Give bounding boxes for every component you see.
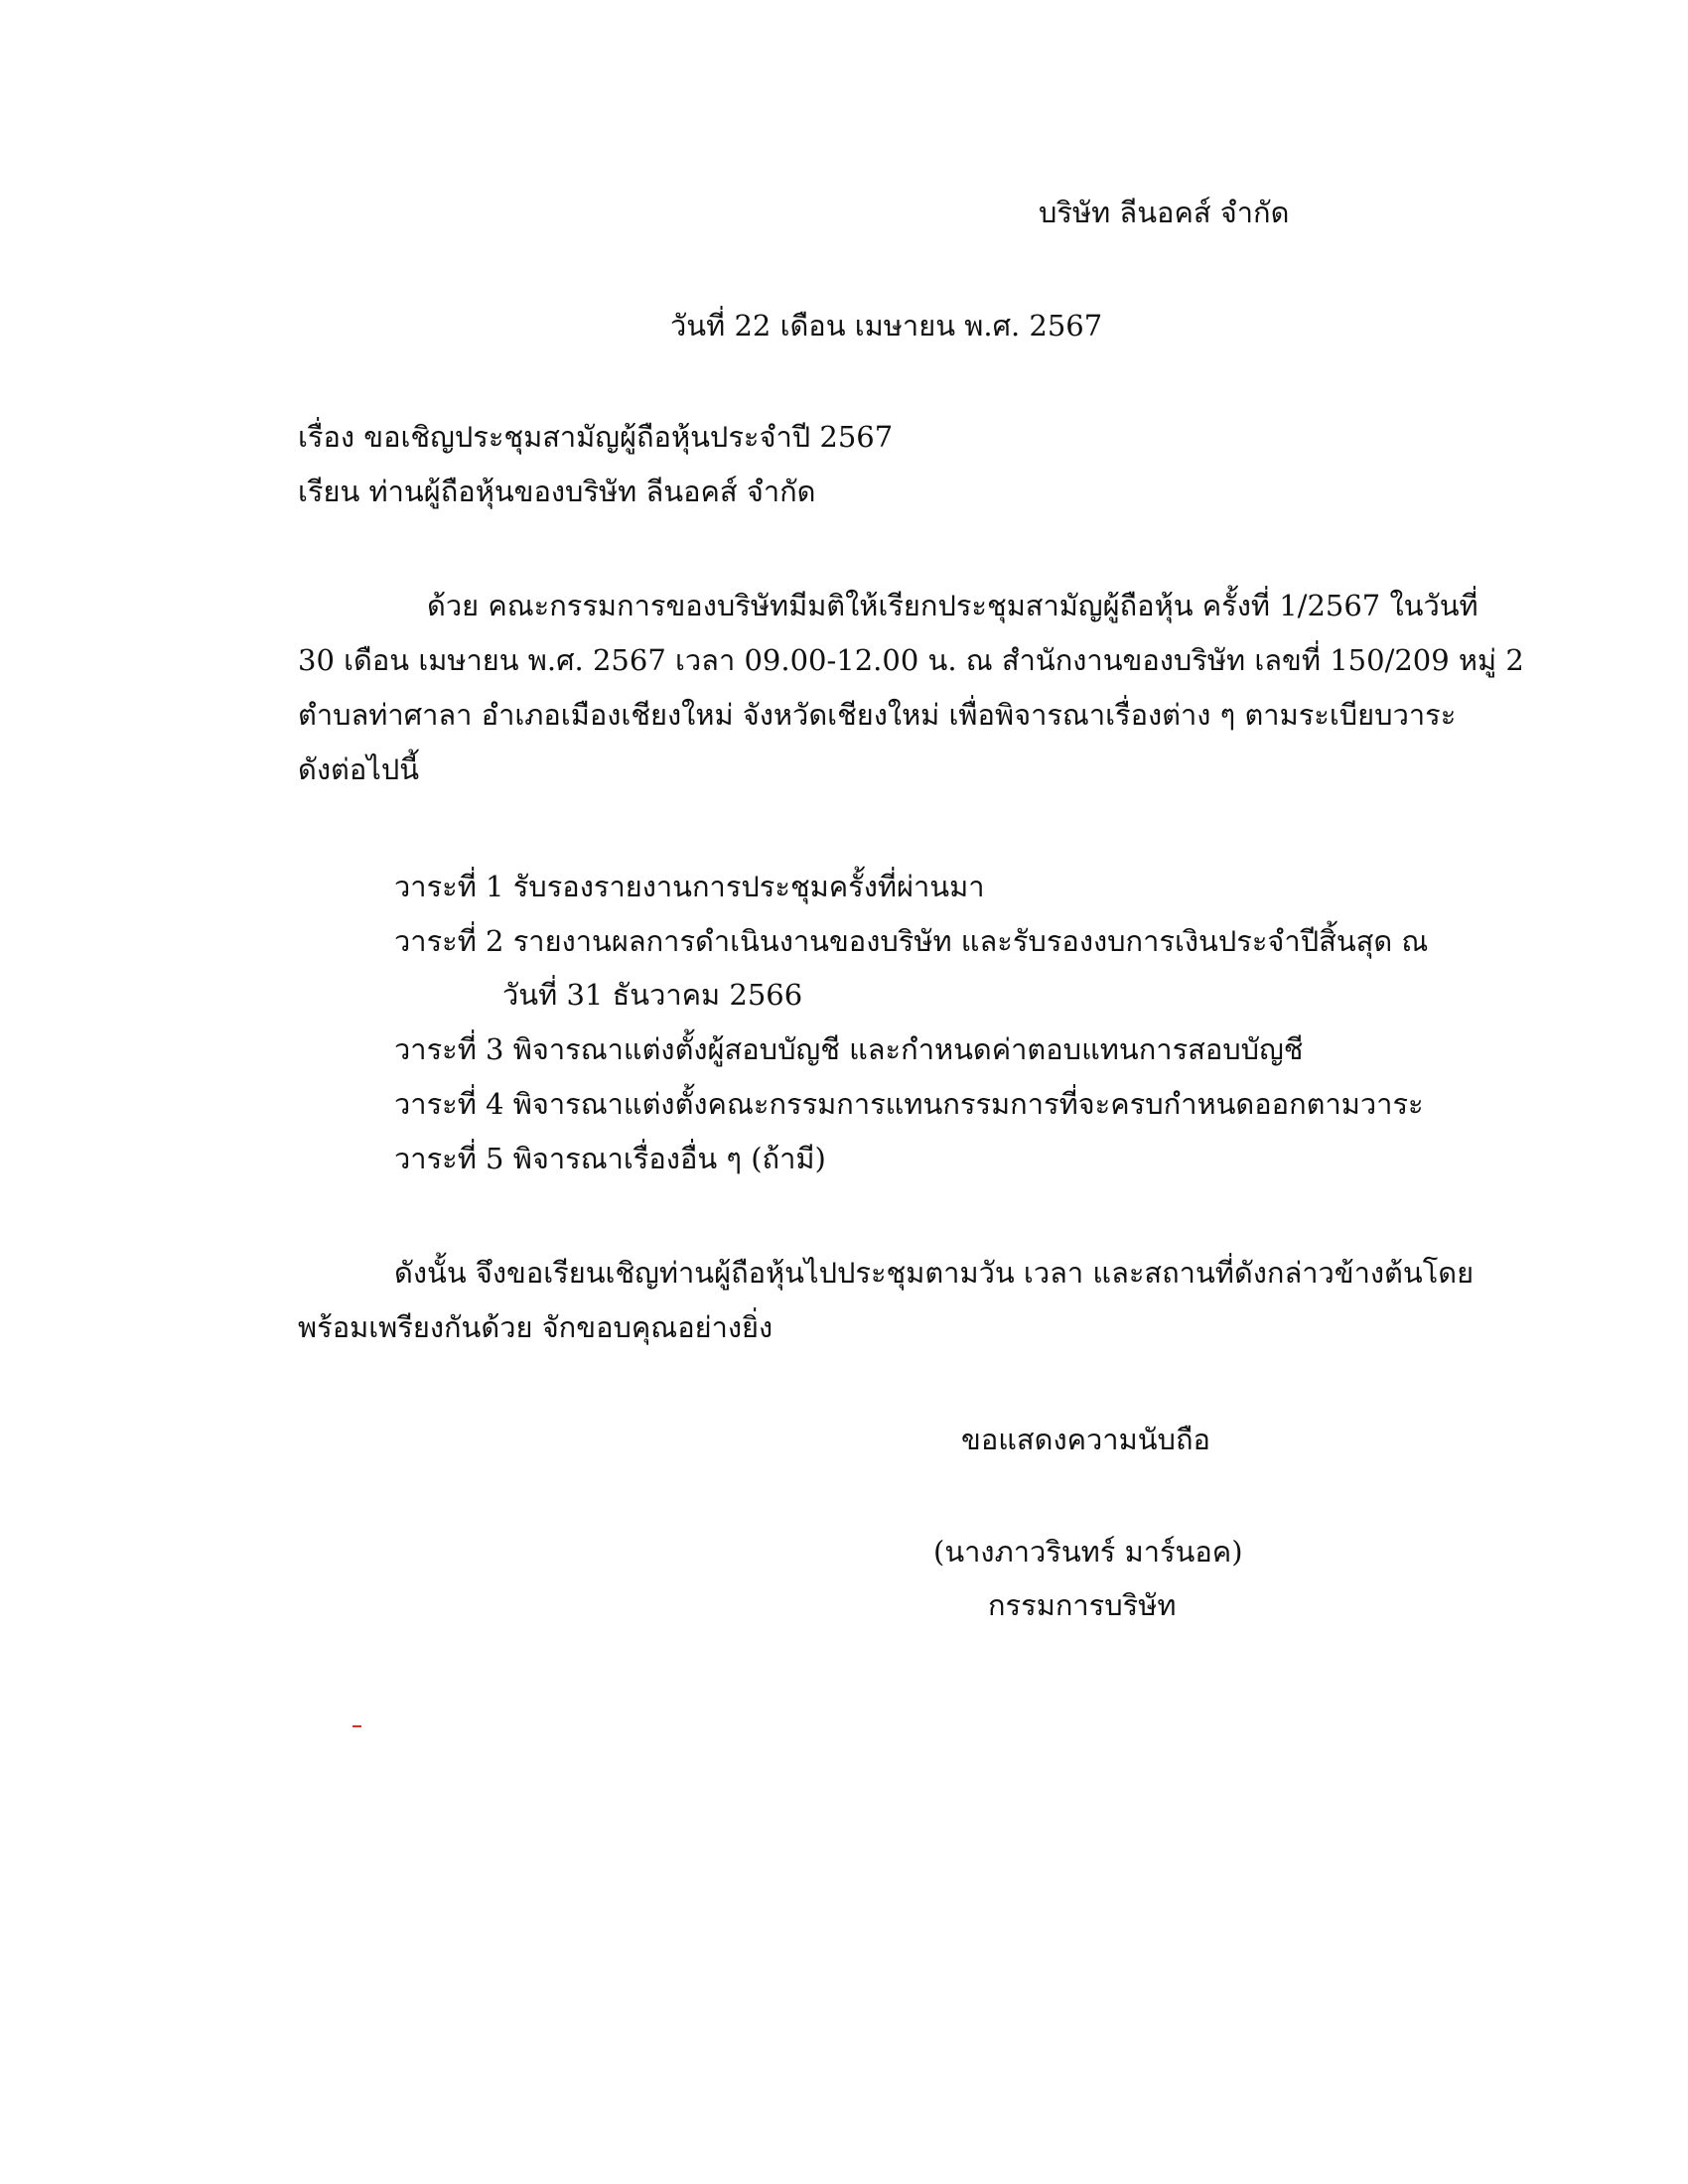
agenda-item: วาระที่ 4 พิจารณาแต่งตั้งคณะกรรมการแทนกรรมการที่จะครบกำหนดออกตามวาระ bbox=[394, 1087, 1424, 1121]
red-dash-mark bbox=[352, 1725, 361, 1727]
agenda-item: วาระที่ 2 รายงานผลการดำเนินงานของบริษัท และรับรองงบการเงินประจำปีสิ้นสุด ณ bbox=[394, 924, 1429, 958]
signer-title: กรรมการบริษัท bbox=[988, 1588, 1177, 1622]
agenda-item: วาระที่ 1 รับรองรายงานการประชุมครั้งที่ผ่านมา bbox=[394, 870, 985, 903]
subject-line: เรื่อง ขอเชิญประชุมสามัญผู้ถือหุ้นประจำปี 2567 bbox=[298, 420, 894, 454]
closing-paragraph-line: ดังนั้น จึงขอเรียนเชิญท่านผู้ถือหุ้นไปประชุมตามวัน เวลา และสถานที่ดังกล่าวข้างต้นโดย bbox=[394, 1256, 1475, 1290]
body-paragraph-line: ตำบลท่าศาลา อำเภอเมืองเชียงใหม่ จังหวัดเชียงใหม่ เพื่อพิจารณาเรื่องต่าง ๆ ตามระเบียบวาระ bbox=[298, 698, 1457, 732]
agenda-item: วาระที่ 5 พิจารณาเรื่องอื่น ๆ (ถ้ามี) bbox=[394, 1142, 826, 1175]
body-paragraph-line: ด้วย คณะกรรมการของบริษัทมีมติให้เรียกประชุมสามัญผู้ถือหุ้น ครั้งที่ 1/2567 ในวันที่ bbox=[427, 589, 1478, 622]
recipient-line: เรียน ท่านผู้ถือหุ้นของบริษัท ลีนอคส์ จำกัด bbox=[298, 475, 816, 508]
body-paragraph-line: ดังต่อไปนี้ bbox=[298, 752, 420, 786]
agenda-item: วาระที่ 3 พิจารณาแต่งตั้งผู้สอบบัญชี และกำหนดค่าตอบแทนการสอบบัญชี bbox=[394, 1032, 1304, 1066]
sign-off: ขอแสดงความนับถือ bbox=[961, 1423, 1210, 1456]
date-line: วันที่ 22 เดือน เมษายน พ.ศ. 2567 bbox=[670, 309, 1103, 342]
company-header: บริษัท ลีนอคส์ จำกัด bbox=[1039, 196, 1290, 229]
signer-name: (นางภาวรินทร์ มาร์นอค) bbox=[933, 1535, 1243, 1569]
agenda-item-continuation: วันที่ 31 ธันวาคม 2566 bbox=[502, 978, 803, 1012]
closing-paragraph-line: พร้อมเพรียงกันด้วย จักขอบคุณอย่างยิ่ง bbox=[298, 1310, 774, 1344]
body-paragraph-line: 30 เดือน เมษายน พ.ศ. 2567 เวลา 09.00-12.00 น. ณ สำนักงานของบริษัท เลขที่ 150/209 หมู่ 2 bbox=[298, 643, 1524, 677]
